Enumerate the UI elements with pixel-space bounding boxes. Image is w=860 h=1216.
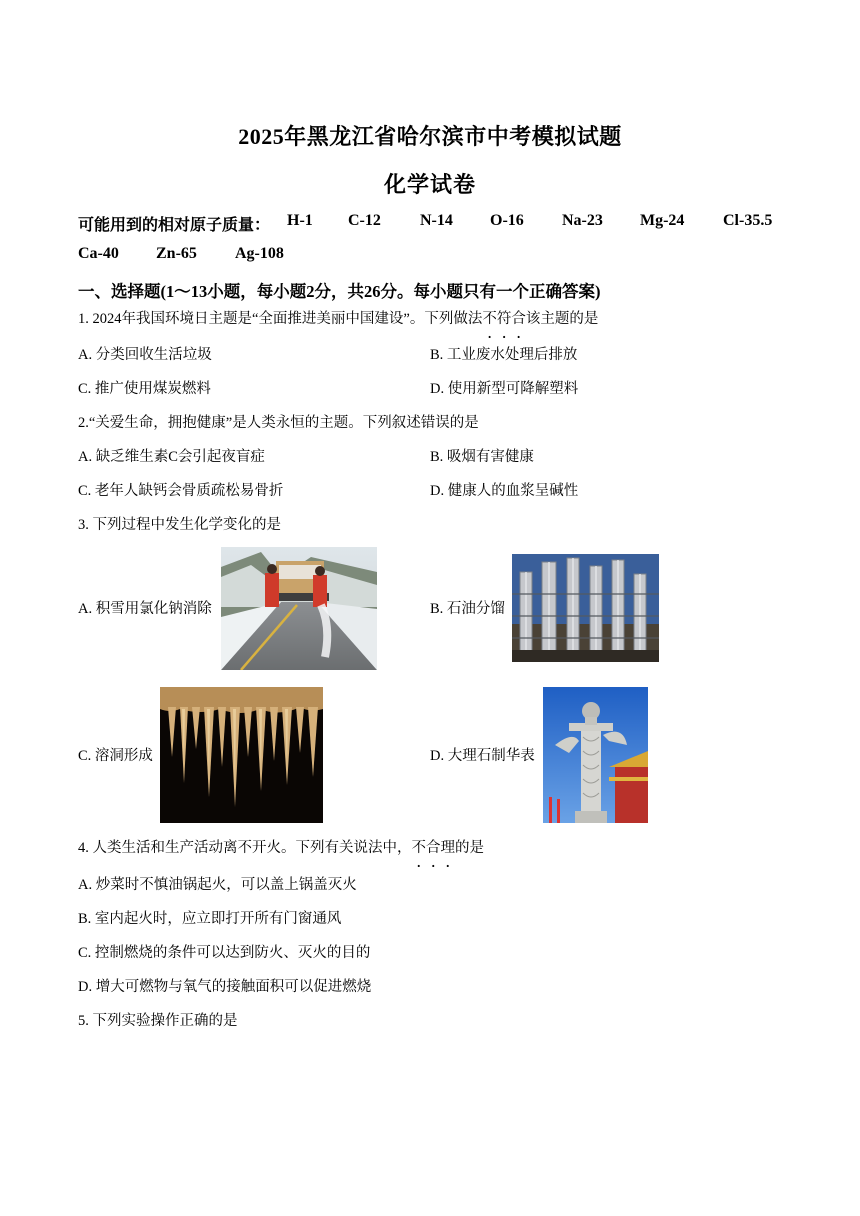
exam-title: 2025年黑龙江省哈尔滨市中考模拟试题: [238, 124, 622, 149]
question-4-option-c[interactable]: C. 控制燃烧的条件可以达到防火、灭火的目的: [78, 945, 371, 961]
atomic-mass-label: 可能用到的相对原子质量：: [78, 217, 271, 234]
question-2-option-b[interactable]: B. 吸烟有害健康: [430, 449, 534, 465]
question-1-stem: 1. 2024年我国环境日主题是“全面推进美丽中国建设”。下列做法不符合该主题的是: [78, 311, 599, 327]
question-2-option-d[interactable]: D. 健康人的血浆呈碱性: [430, 483, 579, 499]
question-1-option-a[interactable]: A. 分类回收生活垃圾: [78, 347, 212, 363]
photo-snow-salting: [221, 547, 377, 670]
question-3-option-d[interactable]: D. 大理石制华表: [430, 748, 535, 764]
atomic-mass-item: N-14: [420, 212, 453, 229]
question-4-option-a[interactable]: A. 炒菜时不慎油锅起火，可以盖上锅盖灭火: [78, 877, 357, 893]
question-1-option-d[interactable]: D. 使用新型可降解塑料: [430, 381, 579, 397]
atomic-mass-item: Na-23: [562, 212, 603, 229]
atomic-mass-item: C-12: [348, 212, 381, 229]
section-heading: 一、选择题(1～13小题，每小题2分，共26分。每小题只有一个正确答案): [78, 282, 601, 301]
atomic-mass-item: Ag-108: [235, 245, 284, 262]
atomic-mass-item: Ca-40: [78, 245, 119, 262]
question-2-stem: 2.“关爱生命，拥抱健康”是人类永恒的主题。下列叙述错误的是: [78, 415, 479, 431]
atomic-mass-item: Cl-35.5: [723, 212, 773, 229]
atomic-mass-item: Mg-24: [640, 212, 685, 229]
photo-marble-huabiao: [543, 687, 648, 823]
photo-oil-refinery: [512, 554, 659, 662]
question-4-option-d[interactable]: D. 增大可燃物与氧气的接触面积可以促进燃烧: [78, 979, 372, 995]
question-2-option-c[interactable]: C. 老年人缺钙会骨质疏松易骨折: [78, 483, 284, 499]
atomic-mass-item: O-16: [490, 212, 524, 229]
question-3-stem: 3. 下列过程中发生化学变化的是: [78, 517, 281, 533]
atomic-mass-item: Zn-65: [156, 245, 197, 262]
question-3-option-c[interactable]: C. 溶洞形成: [78, 748, 153, 764]
exam-subtitle: 化学试卷: [383, 172, 476, 197]
photo-karst-cave: [160, 687, 323, 823]
question-3-option-b[interactable]: B. 石油分馏: [430, 601, 505, 617]
question-4-option-b[interactable]: B. 室内起火时，应立即打开所有门窗通风: [78, 911, 342, 927]
question-2-option-a[interactable]: A. 缺乏维生素C会引起夜盲症: [78, 449, 265, 465]
question-4-stem: 4. 人类生活和生产活动离不开火。下列有关说法中，不合理的是: [78, 840, 484, 856]
question-1-option-b[interactable]: B. 工业废水处理后排放: [430, 347, 578, 363]
question-5-stem: 5. 下列实验操作正确的是: [78, 1013, 238, 1029]
atomic-mass-item: H-1: [287, 212, 313, 229]
question-3-option-a[interactable]: A. 积雪用氯化钠消除: [78, 601, 212, 617]
question-1-option-c[interactable]: C. 推广使用煤炭燃料: [78, 381, 211, 397]
